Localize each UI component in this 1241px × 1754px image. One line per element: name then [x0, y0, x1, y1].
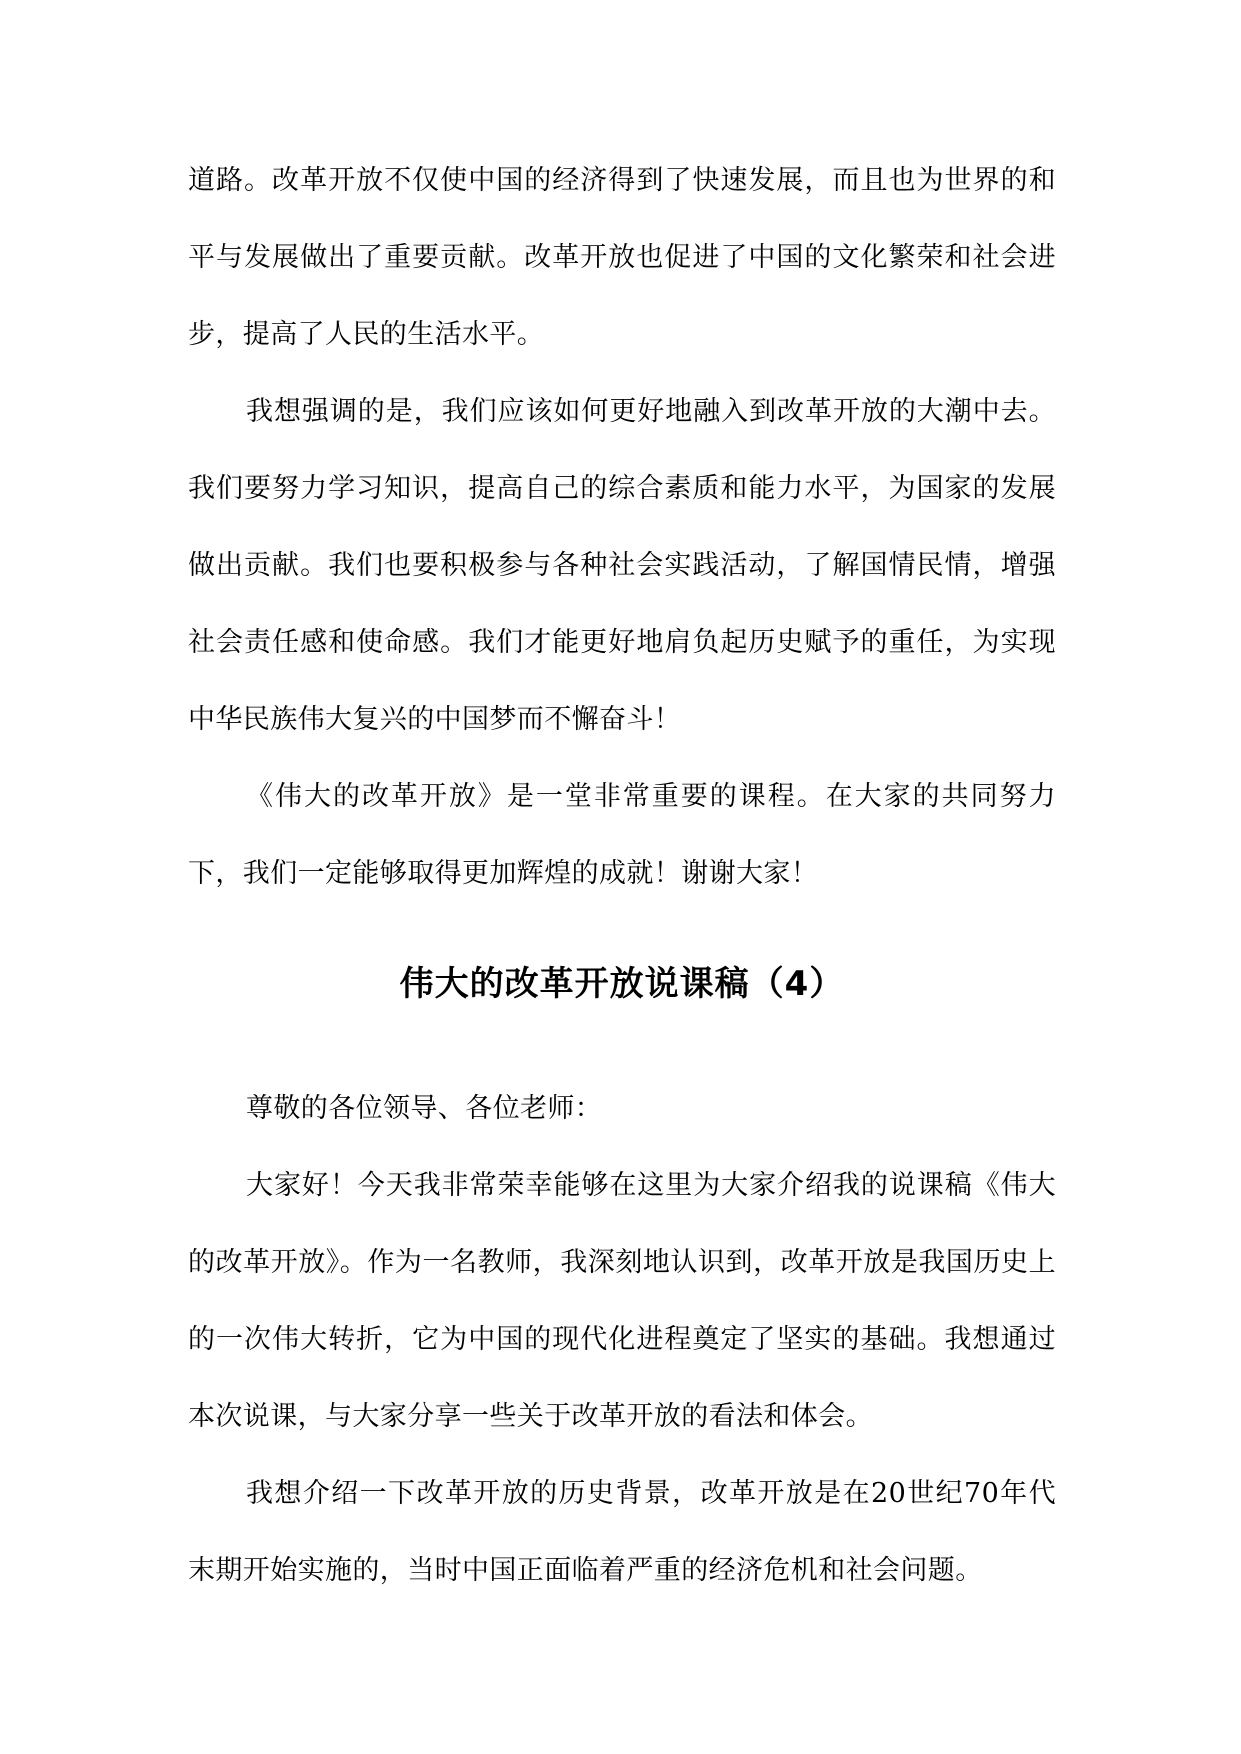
body-paragraph: 我想介绍一下改革开放的历史背景，改革开放是在20世纪70年代末期开始实施的，当时中国正面临着严重的经济危机和社会问题。: [188, 1478, 1056, 1586]
section-title: 伟大的改革开放说课稿（4）: [399, 964, 845, 1004]
body-paragraph: 道路。改革开放不仅使中国的经济得到了快速发展，而且也为世界的和平与发展做出了重要贡献。改革开放也促进了中国的文化繁荣和社会进步，提高了人民的生活水平。: [188, 165, 1056, 350]
body-paragraph: 大家好！今天我非常荣幸能够在这里为大家介绍我的说课稿《伟大的改革开放》。作为一名教师，我深刻地认识到，改革开放是我国历史上的一次伟大转折，它为中国的现代化进程奠定了坚实的基础。我想通过本次说课，与大家分享一些关于改革开放的看法和体会。: [188, 1170, 1056, 1432]
body-paragraph: 我想强调的是，我们应该如何更好地融入到改革开放的大潮中去。我们要努力学习知识，提高自己的综合素质和能力水平，为国家的发展做出贡献。我们也要积极参与各种社会实践活动，了解国情民情，增强社会责任感和使命感。我们才能更好地肩负起历史赋予的重任，为实现中华民族伟大复兴的中国梦而不懈奋斗！: [188, 396, 1056, 735]
body-paragraph: 《伟大的改革开放》是一堂非常重要的课程。在大家的共同努力下，我们一定能够取得更加辉煌的成就！谢谢大家！: [188, 781, 1056, 889]
document-body: [188, 142, 1056, 1609]
salutation-paragraph: 尊敬的各位领导、各位老师：: [246, 1093, 603, 1124]
